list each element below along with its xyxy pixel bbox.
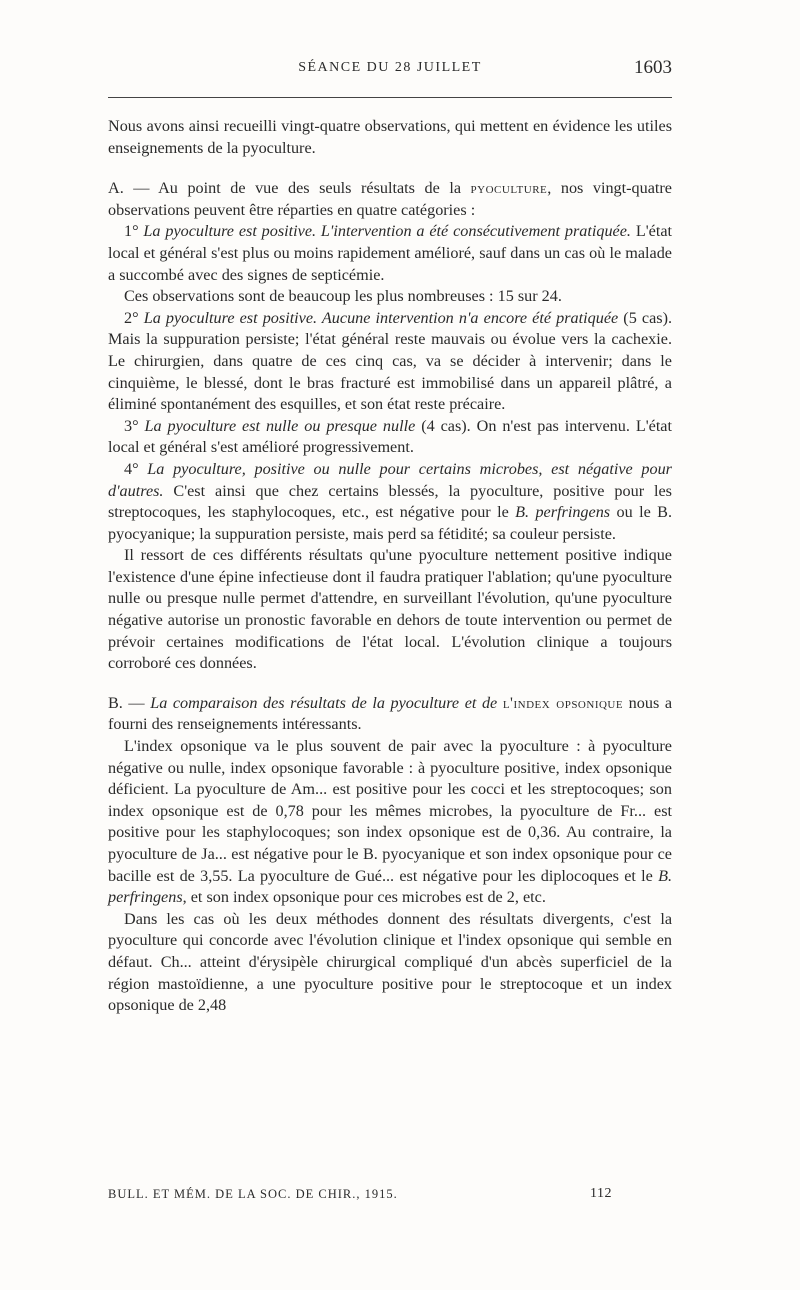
header-title: SÉANCE DU 28 JUILLET bbox=[298, 60, 482, 75]
category-3-text: (4 cas). On n'est pas intervenu. L'état local et général s'est amélioré progressivement. bbox=[108, 416, 672, 457]
section-b-title: La comparaison des résultats de la pyoculture et de bbox=[150, 693, 498, 712]
category-3-num: 3° bbox=[124, 416, 145, 435]
category-4-text-b: ou le B. pyocyanique; la suppuration persiste, mais perd sa fétidité; sa couleur persiste. bbox=[108, 503, 672, 543]
section-b-p1-bacterium: B. perfringens bbox=[108, 866, 672, 907]
section-b-paragraph-1 bbox=[108, 736, 672, 909]
section-b-paragraph-2: Dans les cas où les deux méthodes donnent des résultats divergents, c'est la pyoculture qui concorde avec l'évolution clinique et l'index opsonique qui semble en défaut. Ch... atteint d'érysipèle chirurgical compliqué d'un abcès superficiel de la région mastoïdienne, a une pyoculture positive pour le streptocoque et un index opsonique de 2,48 bbox=[108, 909, 672, 1015]
section-b-dash: — bbox=[122, 693, 151, 712]
category-4-text-a: C'est ainsi que chez certains blessés, la pyoculture, positive pour les streptocoques, les staphylocoques, etc., est négative pour le bbox=[108, 481, 672, 522]
category-3-title: La pyoculture est nulle ou presque nulle bbox=[144, 416, 416, 435]
section-b-rest: nous a fourni des renseignements intéressants. bbox=[108, 693, 673, 734]
header-rule bbox=[108, 97, 672, 98]
section-a-keyword: pyoculture bbox=[470, 179, 548, 198]
section-b-keyword: l'index opsonique bbox=[502, 693, 624, 712]
category-1-num: 1° bbox=[124, 222, 144, 241]
intro-text: Nous avons ainsi recueilli vingt-quatre observations, qui mettent en évidence les utiles enseignements de la pyoculture. bbox=[108, 117, 672, 157]
signature-mark: 112 bbox=[590, 1186, 612, 1201]
footer bbox=[108, 1187, 672, 1207]
section-a-dash: — Au point de vue des seuls résultats de la bbox=[123, 179, 471, 198]
category-1-count: Ces observations sont de beaucoup les plus nombreuses : 15 sur 24. bbox=[124, 287, 562, 306]
journal-citation: BULL. ET MÉM. DE LA SOC. DE CHIR., 1915. bbox=[108, 1187, 398, 1201]
page-number: 1603 bbox=[634, 57, 672, 78]
category-2 bbox=[108, 308, 672, 416]
category-4 bbox=[108, 459, 672, 545]
category-4-title: La pyoculture, positive ou nulle pour certains microbes, est négative pour d'autres. bbox=[108, 459, 672, 500]
running-header bbox=[108, 57, 672, 84]
section-b-label: B. bbox=[108, 693, 123, 712]
section-a-label: A. bbox=[108, 179, 124, 198]
category-1-title: La pyoculture est positive. L'intervention a été consécutivement pratiquée. bbox=[143, 222, 631, 241]
category-4-num: 4° bbox=[124, 459, 148, 478]
section-b-p1-b: , et son index opsonique pour ces microbes est de 2, etc. bbox=[182, 888, 546, 907]
category-2-num: 2° bbox=[124, 308, 144, 327]
category-3 bbox=[108, 416, 672, 459]
category-1 bbox=[108, 221, 672, 286]
category-2-title: La pyoculture est positive. Aucune intervention n'a encore été pratiquée bbox=[143, 308, 619, 327]
section-a-rest: , nos vingt-quatre observations peuvent être réparties en quatre catégories : bbox=[108, 179, 672, 219]
category-4-bacterium: B. perfringens bbox=[515, 503, 611, 522]
category-1-text: L'état local et général s'est plus ou moins rapidement amélioré, sauf dans un cas où le malade a succombé avec des signes de septicémie. bbox=[108, 222, 672, 284]
intro-paragraph bbox=[108, 116, 672, 159]
conclusion-paragraph: Il ressort de ces différents résultats qu'une pyoculture nettement positive indique l'existence d'une épine infectieuse dont il faudra pratiquer l'ablation; qu'une pyoculture nulle ou presque nulle permet d'attendre, en surveillant l'évolution, qu'une pyoculture négative autorise un pronostic favorable en dehors de toute intervention ou permet de prévoir certaines modifications de l'état local. L'évolution clinique a toujours corroboré ces données. bbox=[108, 546, 672, 673]
section-a-heading bbox=[108, 178, 672, 221]
category-2-text: (5 cas). Mais la suppuration persiste; l'état général reste mauvais ou évolue vers la cachexie. Le chirurgien, dans quatre de ces cinq cas, va se décider à intervenir; dans le cinquième, le blessé, dont le bras fracturé est immobilisé dans un appareil plâtré, a éliminé spontanément des esquilles, et son état reste précaire. bbox=[108, 308, 673, 414]
section-b-p1-a: L'index opsonique va le plus souvent de pair avec la pyoculture : à pyoculture négative ou nulle, index opsonique favorable : à pyoculture positive, index opsonique déficient. La pyoculture de Am... est positive pour les cocci et les streptocoques; son index opsonique est de 0,78 pour les mêmes microbes, la pyoculture de Fr... est positive pour les staphylocoques; son index opsonique est de 0,36. Au contraire, la pyoculture de Ja... est négative pour le B. pyocyanique et son index opsonique pour ce bacille est de 3,55. La pyoculture de Gué... est négative pour les diplocoques et le bbox=[108, 737, 672, 885]
section-b-heading bbox=[108, 693, 672, 736]
body-text bbox=[108, 116, 672, 1017]
